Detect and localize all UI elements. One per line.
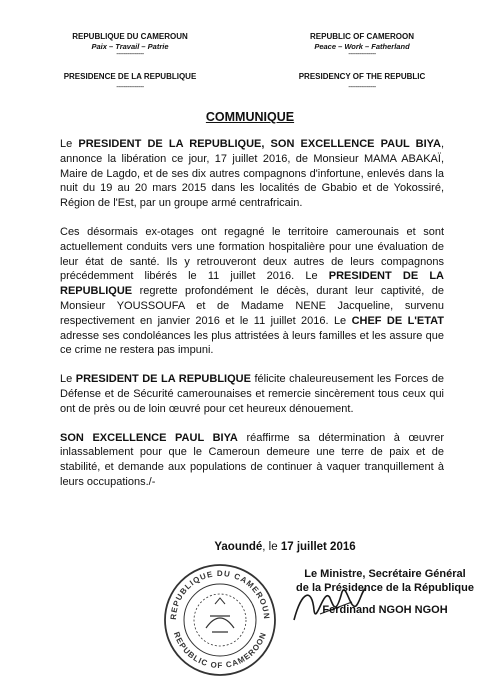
paragraph-2-bold-2: CHEF DE L'ETAT <box>351 314 445 327</box>
paragraph-2-bold-1: PRESIDENT DE LA REPUBLIQUE <box>60 270 444 298</box>
paragraph-4 <box>60 431 444 490</box>
paragraph-4-bold-1: SON EXCELLENCE PAUL BIYA <box>60 431 238 444</box>
header-left-country: REPUBLIQUE DU CAMEROUN <box>72 32 188 41</box>
header-right-divider: --------------- <box>348 51 376 59</box>
header-left-divider-2: --------------- <box>116 84 144 92</box>
date: 17 juillet 2016 <box>280 541 356 553</box>
paragraph-2-text-1: Ces désormais ex-otages ont regagné le territoire camerounais et sont actuellement conduits vers une formation hospitalière pour une évaluation de leur état de santé. Ils y retrouveront deux autres de leurs compagnons précédemment libérés le 11 juillet 2016. Le <box>60 225 444 283</box>
signatory-name: Ferdinand NGOH NGOH <box>322 604 448 616</box>
header-right-institution: PRESIDENCY OF THE REPUBLIC <box>298 72 426 82</box>
svg-text:REPUBLIQUE DU CAMEROUN <box>169 569 271 620</box>
place-and-date <box>0 541 500 553</box>
paragraph-1-text-1: Le <box>60 138 79 150</box>
signatory-title-2: de la Présidence de la République <box>296 582 474 594</box>
signature-block <box>260 567 500 617</box>
seal-text-top: REPUBLIQUE DU CAMEROUN <box>168 568 272 621</box>
paragraph-3-text-1: Le <box>60 373 76 386</box>
paragraph-2-text-3: adresse ses condoléances les plus attristées à leurs familles et les assure que ce crime ne restera pas impuni. <box>60 329 444 357</box>
header-right-divider-2: --------------- <box>348 84 376 92</box>
header-left-motto: Paix – Travail – Patrie <box>91 42 169 51</box>
communique-body <box>60 137 444 490</box>
place-date-separator: , le <box>262 541 281 553</box>
paragraph-4-text-1: réaffirme sa détermination à œuvrer inlassablement pour que le Cameroun demeure une terre de paix et de stabilité, et demande aux populations de continuer à vaquer tranquillement à leurs occupations./- <box>60 431 444 488</box>
paragraph-1-bold-1: PRESIDENT DE LA REPUBLIQUE, SON EXCELLENCE PAUL BIYA <box>78 138 441 150</box>
paragraph-2 <box>60 225 444 358</box>
signatory-title-1: Le Ministre, Secrétaire Général <box>304 568 466 580</box>
header-right <box>262 32 462 91</box>
paragraph-3-text-2: félicite chaleureusement les Forces de Défense et de Sécurité camerounaises et remercie sincèrement tous ceux qui ont de près ou de loin œuvré pour cet heureux dénouement. <box>60 373 445 415</box>
paragraph-2-text-2: regrette profondément le décès, durant leur captivité, de Monsieur YOUSSOUFA et de Madame NENE Jacqueline, survenu respectivement en janvier 2016 et le 11 juillet 2016. Le <box>60 285 444 327</box>
header-right-motto: Peace – Work – Fatherland <box>314 42 410 51</box>
place: Yaoundé <box>214 541 263 553</box>
header-left <box>30 32 230 91</box>
header-left-institution: PRESIDENCE DE LA REPUBLIQUE <box>63 72 197 82</box>
document-title: COMMUNIQUE <box>205 110 295 124</box>
header-right-country: REPUBLIC OF CAMEROON <box>310 32 414 41</box>
seal-text-bottom: REPUBLIC OF CAMEROON <box>171 630 269 671</box>
header-left-divider: --------------- <box>116 51 144 59</box>
paragraph-3 <box>60 372 444 416</box>
paragraph-1-text-2: , annonce la libération ce jour, 17 juillet 2016, de Monsieur MAMA ABAKAÏ, Maire de Lagdo, et de ses dix autres compagnons d'infortune, enlevés dans la nuit du 19 au 20 mars 2015 dans les localités de Gbabio et de Yokossiré, Région de l'Est, par un groupe armé centrafricain. <box>60 138 444 210</box>
paragraph-1 <box>60 137 444 211</box>
paragraph-3-bold-1: PRESIDENT DE LA REPUBLIQUE <box>75 373 251 386</box>
